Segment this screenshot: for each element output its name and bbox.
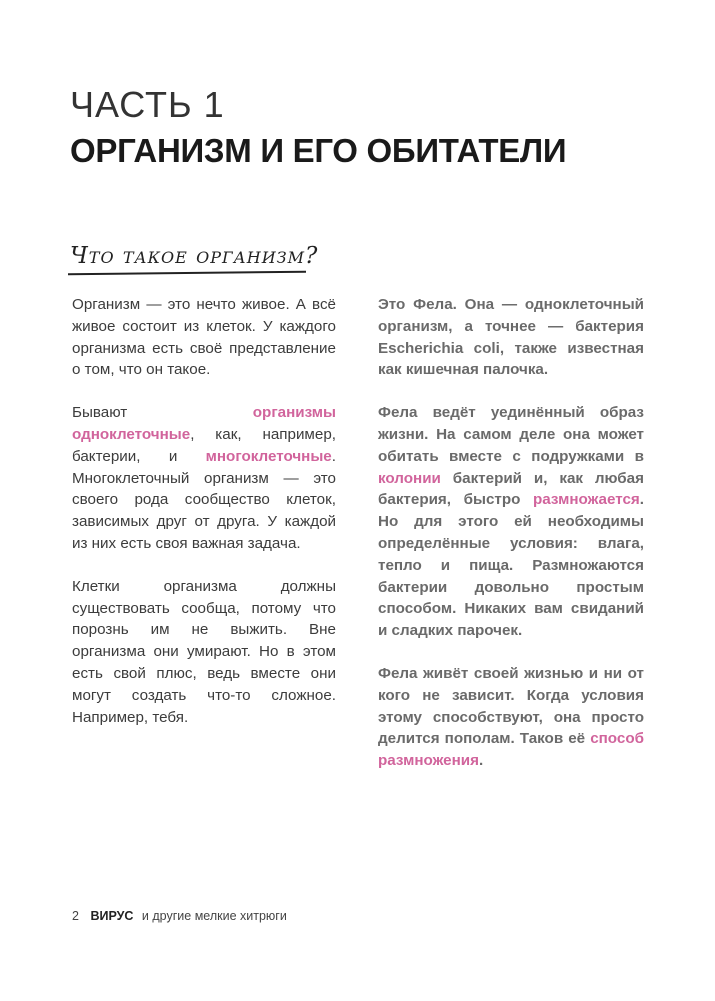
left-p2-text-c: . Многоклеточный организм — это своего рода сообщество клеток, зависимых друг от друга. У каждой из них есть своя важная задача. <box>72 447 336 552</box>
right-paragraph-3 <box>378 663 644 772</box>
term-reproduction-method: способ размножения <box>378 730 644 770</box>
right-p2-text-a: Фела ведёт уединённый образ жизни. На самом деле она может обитать вместе с подружками в <box>378 404 644 465</box>
part-title: ОРГАНИЗМ И ЕГО ОБИТАТЕЛИ <box>70 132 567 169</box>
term-unicellular: организмы одноклеточные <box>72 404 336 443</box>
term-colony: колонии <box>378 469 441 487</box>
left-paragraph-1: Организм — это нечто живое. А всё живое состоит из клеток. У каждого организма есть своё представление о том, что он такое. <box>72 296 336 379</box>
term-multicellular: многоклеточные <box>205 447 332 465</box>
right-text-column <box>378 294 644 793</box>
page-number: 2 <box>72 909 79 923</box>
left-paragraph-3: Клетки организма должны существовать сообща, потому что порознь им не выжить. Вне организма они умирают. Но в этом есть свой плюс, ведь вместе они могут создать что-то сложное. Например, тебя. <box>72 577 336 726</box>
left-paragraph-2 <box>72 402 336 555</box>
right-paragraph-2 <box>378 402 644 642</box>
book-brand: ВИРУС <box>90 909 134 923</box>
section-heading-underline <box>68 271 306 275</box>
part-label: ЧАСТЬ 1 <box>70 84 225 125</box>
right-p3-text-a: Фела живёт своей жизнью и ни от кого не зависит. Когда условия этому способствуют, она просто делится пополам. Таков её <box>378 664 644 748</box>
section-heading: Что такое организм? <box>70 243 319 269</box>
book-subtitle: и другие мелкие хитрюги <box>141 909 287 923</box>
right-p2-text-c: . Но для этого ей необходимы определённые условия: влага, тепло и пища. Размножаются бактерии довольно простым способом. Никаких вам свиданий и сладких парочек. <box>378 491 644 640</box>
left-p2-text-b: , как, например, бактерии, и <box>72 425 336 465</box>
page-footer <box>72 909 287 923</box>
right-paragraph-1: Это Фела. Она — одноклеточный организм, а точнее — бактерия Escherichia coli, также известная как кишечная палочка. <box>378 296 644 379</box>
right-p3-text-b: . <box>478 752 484 770</box>
left-text-column <box>72 294 336 749</box>
term-reproduces: размножается <box>533 491 640 509</box>
left-p2-text-a: Бывают <box>72 404 253 422</box>
right-p2-text-b: бактерий и, как любая бактерия, быстро <box>378 469 644 509</box>
